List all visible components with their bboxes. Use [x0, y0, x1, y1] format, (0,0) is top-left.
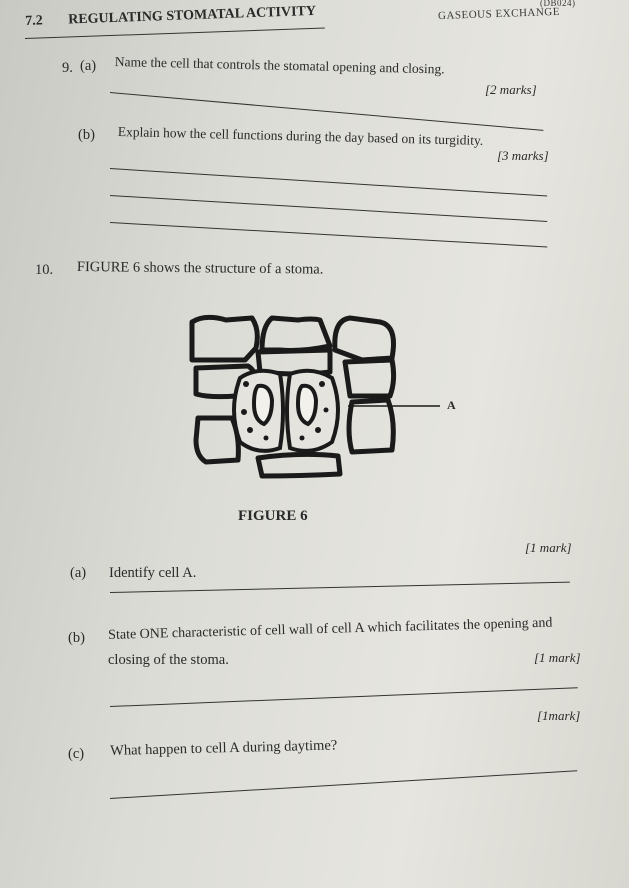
q10-number: 10. [35, 262, 54, 278]
header-code: (DB024) [540, 0, 576, 8]
q10a-label: (a) [70, 565, 87, 581]
q10c-text: What happen to cell A during daytime? [110, 737, 338, 759]
epidermal-cells [192, 317, 394, 476]
q9b-label: (b) [78, 127, 95, 143]
figure-caption: FIGURE 6 [238, 508, 308, 524]
q10c-label: (c) [68, 746, 85, 762]
guard-cells [234, 371, 338, 451]
section-underline [25, 28, 325, 39]
q10c-answer-line [110, 770, 577, 799]
q10a-answer-line [110, 582, 570, 593]
label-a: A [447, 398, 456, 412]
q9b-answer-line-3 [110, 222, 547, 247]
q9a-marks: [2 marks] [485, 82, 537, 97]
q10a-text: Identify cell A. [109, 565, 197, 581]
q10b-answer-line [110, 687, 578, 707]
section-number: 7.2 [25, 13, 44, 29]
q9a-label: (a) [80, 58, 97, 74]
q9a-text: Name the cell that controls the stomatal opening and closing. [114, 54, 445, 77]
q10a-marks: [1 mark] [525, 540, 572, 555]
chloroplasts [241, 381, 329, 441]
q10b-text-line2: closing of the stoma. [108, 652, 229, 668]
q9b-answer-line-2 [110, 195, 547, 222]
q9b-marks: [3 marks] [497, 148, 549, 163]
q10c-marks: [1mark] [537, 708, 581, 723]
section-heading [25, 4, 316, 30]
q9b-text: Explain how the cell functions during the day based on its turgidity. [117, 124, 484, 148]
q10b-label: (b) [68, 630, 85, 646]
q9b-answer-line-1 [110, 168, 547, 197]
q10b-text-line1: State ONE characteristic of cell wall of cell A which facilitates the opening and [108, 615, 553, 643]
header-title: GASEOUS EXCHANGE [437, 5, 561, 23]
section-title: REGULATING STOMATAL ACTIVITY [67, 3, 317, 28]
q10b-marks: [1 mark] [534, 650, 581, 665]
q9-number: 9. [62, 60, 73, 76]
q10-intro: FIGURE 6 shows the structure of a stoma. [76, 259, 324, 278]
